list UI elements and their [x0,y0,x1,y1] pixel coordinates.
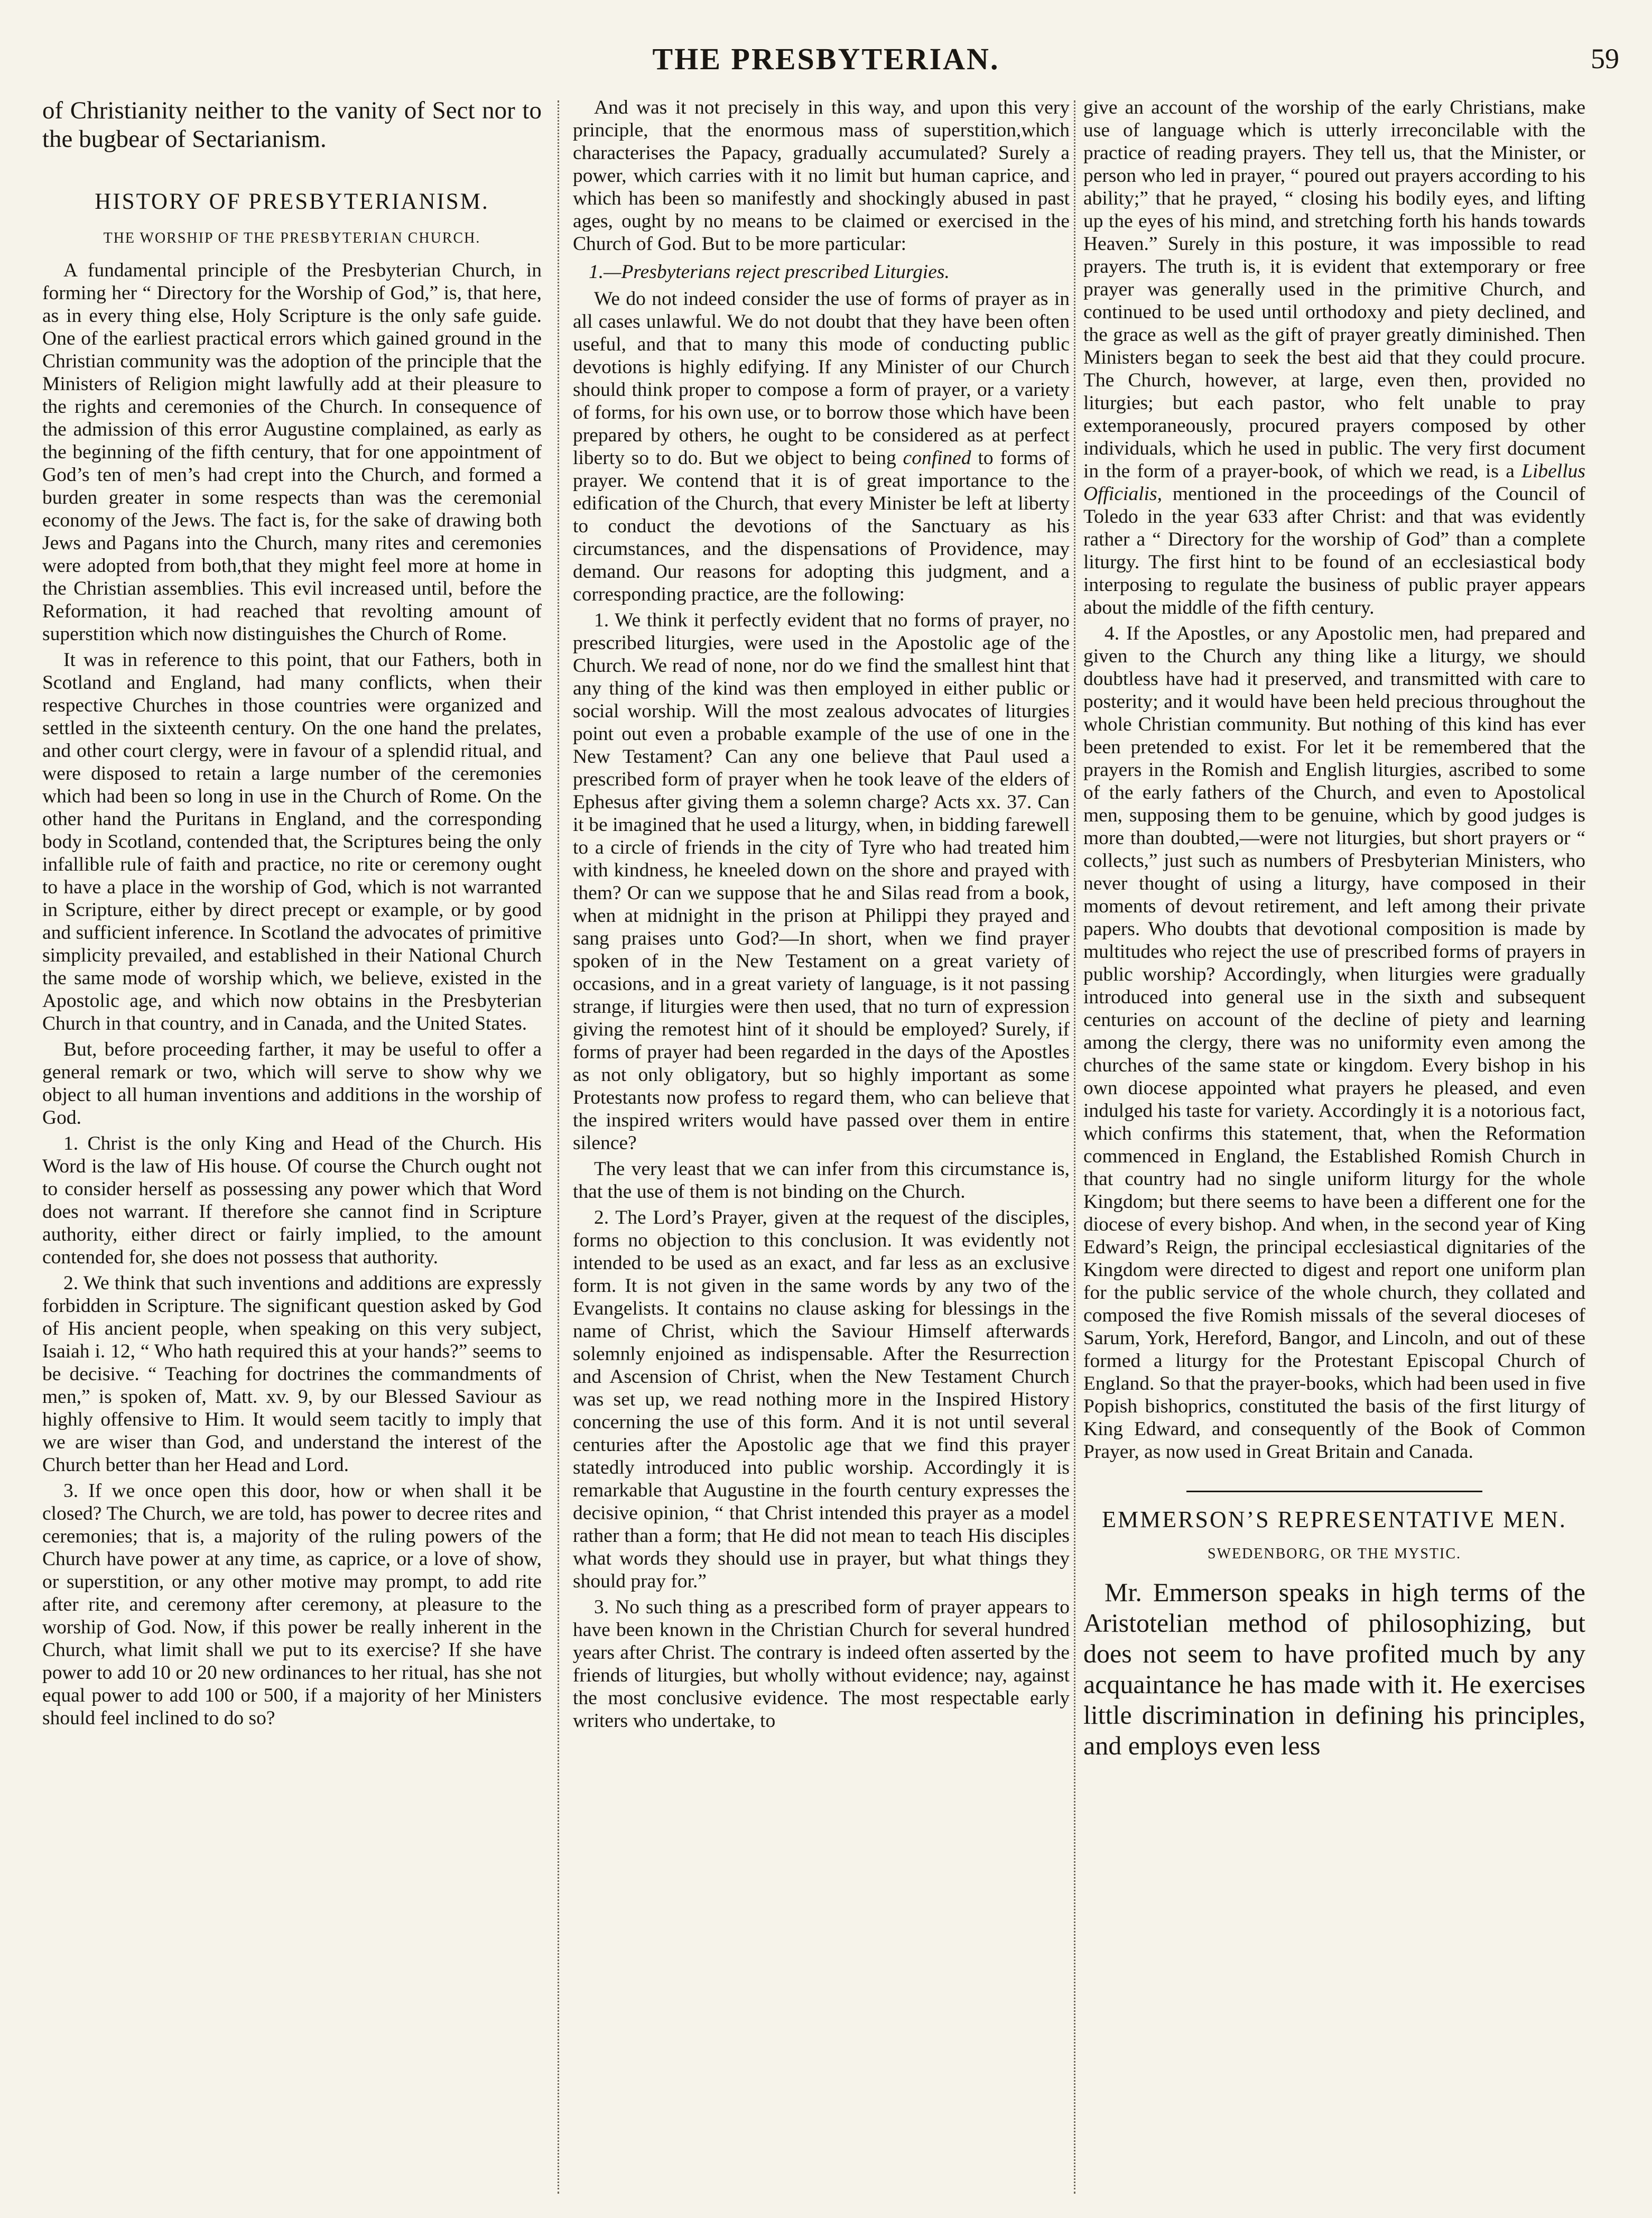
article-subtitle: THE WORSHIP OF THE PRESBYTERIAN CHURCH. [103,230,481,246]
paragraph: And was it not precisely in this way, and upon this very principle, that the enormous mass of superstition,which characterises the Papacy, gradually accumulated? Surely a power, which carries with it no limit but human caprice, and which has been so manifestly and shockingly abused in past ages, ought by no means to be claimed or exercised in the Church of God. But to be more particular: [573,97,1070,255]
paragraph: 2. The Lord’s Prayer, given at the request of the disciples, forms no objection to this conclusion. It was evidently not intended to be used as an exact, and far less as an exclusive form. It is not given in the same words by any two of the Evangelists. It contains no clause asking for blessings in the name of Christ, which the Saviour Himself afterwards solemnly enjoined as indispensable. After the Resurrection and Ascension of Christ, when the New Testament Church was set up, we read nothing more in the Inspired History concerning the use of this form. And it is not until several centuries after the Apostolic age that we find this prayer statedly introduced into public worship. Accordingly it is remarkable that Augustine in the fourth century expresses the decisive opinion, “ that Christ intended this prayer as a model rather than a form; that He did not mean to teach His disciples what words they should use in prayer, but what things they should pray for.” [573,1207,1070,1592]
paragraph: A fundamental principle of the Presbyterian Church, in forming her “ Directory for the Worship of God,” is, that here, as in every thing else, Holy Scripture is the only safe guide. One of the earliest practical errors which gained ground in the Christian community was the adoption of the principle that the Ministers of Religion might lawfully add at their pleasure to the rights and ceremonies of the Church. In consequence of the admission of this error Augustine complained, as early as the beginning of the fifth century, that for one appointment of God’s ten of men’s had crept into the Church, and formed a burden greater in some respects than was the ceremonial economy of the Jews. The fact is, for the sake of drawing both Jews and Pagans into the Church, many rites and ceremonies were adopted from both,that they might feel more at home in the Christian assemblies. This evil increased until, before the Reformation, it had reached that revolting amount of superstition which now distinguishes the Church of Rome. [42,260,542,645]
paragraph: 3. If we once open this door, how or when shall it be closed? The Church, we are told, has power to decree rites and ceremonies; that is, a majority of the ruling powers of the Church have power at any time, as caprice, or a love of show, or superstition, or any other motive may prompt, to add rite after rite, and ceremony after ceremony, at pleasure to the worship of God. Now, if this power be really inherent in the Church, what limit shall we put to its exercise? If she have power to add 10 or 20 new ordinances to her ritual, has she not equal power to add 100 or 500, if a majority of her Ministers should feel inclined to do so? [42,1480,542,1729]
article-title: EMMERSON’S REPRESENTATIVE MEN. [1102,1507,1567,1532]
column-2 [573,96,1070,2195]
paragraph: 1. We think it perfectly evident that no forms of prayer, no prescribed liturgies, were used in the Apostolic age of the Church. We read of none, nor do we find the smallest hint that any thing of the kind was then employed in either public or social worship. Will the most zealous advocates of liturgies point out even a probable example of the use of one in the New Testament? Can any one believe that Paul used a prescribed form of prayer when he took leave of the elders of Ephesus after giving them a solemn charge? Acts xx. 37. Can it be imagined that he used a liturgy, when, in bidding farewell to a circle of friends in the city of Tyre who had treated him with kindness, he kneeled down on the shore and prayed with them? Or can we suppose that he and Silas read from a book, when at midnight in the prison at Philippi they prayed and sang praises unto God?—In short, when we find prayer spoken of in the New Testament on a great variety of occasions, and in a great variety of language, is it not passing strange, if liturgies were then used, that no turn of expression giving the remotest hint of it should be employed? Surely, if forms of prayer had been regarded in the days of the Apostles as not only obligatory, but so highly important as some Protestants now profess to regard them, who can believe that the inspired writers would have passed over them in entire silence? [573,609,1070,1154]
section-divider [1186,1491,1482,1492]
paragraph: It was in reference to this point, that our Fathers, both in Scotland and England, had many conflicts, when their respective Churches in those countries were organized and settled in the sixteenth century. On the one hand the prelates, and other court clergy, were in favour of a splendid ritual, and were disposed to retain a large number of the ceremonies which had been so long in use in the Church of Rome. On the other hand the Puritans in England, and the corresponding body in Scotland, contended that, the Scriptures being the only infallible rule of faith and practice, no rite or ceremony ought to have a place in the worship of God, which is not warranted in Scripture, either by direct precept or example, or by good and sufficient inference. In Scotland the advocates of primitive simplicity prevailed, and established in their National Church the same mode of worship which, we believe, existed in the Apostolic age, and which now obtains in the Presbyterian Church in that country, and in Canada, and the United States. [42,649,542,1034]
paragraph-text: to forms of prayer. We contend that it is of great importance to the edification of the Church, that every Minister be left at liberty to conduct the devotions of the Sanctuary as his circumstances, and the dispensations of Providence, may demand. Our reasons for adopting this judgment, and a corresponding practice, are the following: [573,447,1070,605]
paragraph: But, before proceeding farther, it may be useful to offer a general remark or two, which will serve to show why we object to all human inventions and additions in the worship of God. [42,1039,542,1129]
paragraph-text: give an account of the worship of the early Christians, make use of language which is utterly irreconcilable with the practice of reading prayers. They tell us, that the Minister, or person who led in prayer, “ poured out prayers according to his ability;” that he prayed, “ closing his bodily eyes, and lifting up the eyes of his mind, and stretching forth his hands towards Heaven.” Surely in this posture, it was impossible to read prayers. The truth is, it is evident that extemporary or free prayer was generally used in the primitive Church, and continued to be used until orthodoxy and piety declined, and the grace as well as the gift of prayer greatly diminished. Then Ministers began to seek the best aid that they could procure. The Church, however, at large, even then, provided no liturgies; but each pastor, who felt unable to pray extemporaneously, procured prayers composed by other individuals, which he used in public. The very first document in the form of a prayer-book, of which we read, is a [1083,97,1585,482]
paragraph: 4. If the Apostles, or any Apostolic men, had prepared and given to the Church any thing like a liturgy, we should doubtless have had it preserved, and transmitted with care to posterity; and it would have been held precious throughout the whole Christian community. But nothing of this kind has ever been pretended to exist. For let it be remembered that the prayers in the Romish and English liturgies, ascribed to some of the early fathers of the Church, and even to Apostolical men, supposing them to be genuine, which by good judges is more than doubted,—were not liturgies, but short prayers or “ collects,” just such as numbers of Presbyterian Ministers, who never thought of using a liturgy, have composed in their moments of devout retirement, and left among their private papers. Who doubts that devotional composition is made by multitudes who reject the use of prescribed forms of prayers in public worship? Accordingly, when liturgies were gradually introduced into general use in the sixth and subsequent centuries on account of the decline of piety and learning among the clergy, there was no uniformity even among the churches of the same state or kingdom. Every bishop in his own diocese appointed what prayers he pleased, and even indulged his taste for variety. Accordingly it is a notorious fact, which confirms this statement, that, when the Reformation commenced in England, the Established Romish Church in that country had no single uniform liturgy for the whole Kingdom; but there seems to have been a different one for the diocese of every bishop. And when, in the second year of King Edward’s Reign, the principal ecclesiastical dignitaries of the Kingdom were directed to digest and report one uniform plan for the public service of the whole church, they collated and composed the five Romish missals of the several dioceses of Sarum, York, Hereford, Bangor, and Lincoln, and out of these formed a liturgy for the Protestant Episcopal Church of England. So that the prayer-books, which had been used in five Popish bishoprics, constituted the basis of the first liturgy of King Edward, and consequently of the Book of Common Prayer, as now used in Great Britain and Canada. [1083,623,1585,1463]
paragraph: 2. We think that such inventions and additions are expressly forbidden in Scripture. The significant question asked by God of His ancient people, when speaking on this very subject, Isaiah i. 12, “ Who hath required this at your hands?” seems to be decisive. “ Teaching for doctrines the commandments of men,” is spoken of, Matt. xv. 9, by our Blessed Saviour as highly offensive to Him. It would seem tacitly to imply that we are wiser than God, and understand the interest of the Church better than her Head and Lord. [42,1272,542,1476]
paragraph [1083,96,1585,619]
section-heading-text: Presbyterians reject prescribed Liturgies. [621,261,950,283]
section-heading [573,261,1070,283]
intro-paragraph: of Christianity neither to the vanity of Sect nor to the bugbear of Sectarianism. [42,97,542,153]
running-title: THE PRESBYTERIAN. [652,42,1000,76]
article-subtitle: SWEDENBORG, OR THE MYSTIC. [1207,1546,1462,1562]
paragraph [573,288,1070,606]
page-header [0,0,1652,79]
emphasis-text: Libellus Officialis, [1083,460,1585,505]
emphasis-text: confined [903,447,971,469]
paragraph: 3. No such thing as a prescribed form of prayer appears to have been known in the Christian Church for several hundred years after Christ. The contrary is indeed often asserted by the friends of liturgies, but wholly without evidence; nay, against the most conclusive evidence. The most respectable early writers who undertake, to [573,1596,1070,1732]
paragraph: 1. Christ is the only King and Head of the Church. His Word is the law of His house. Of course the Church ought not to consider herself as possessing any power which that Word does not warrant. If therefore she cannot find in Scripture authority, either direct or fairly implied, to the amount contended for, she does not possess that authority. [42,1133,542,1268]
paragraph-text: mentioned in the proceedings of the Council of Toledo in the year 633 after Christ: and that was evidently rather a “ Directory for the worship of God” than a complete liturgy. The first hint to be found of an ecclesiastical body interposing to regulate the business of public prayer appears about the middle of the fifth century. [1083,483,1585,618]
column-divider [1074,100,1075,2194]
article-title: HISTORY OF PRESBYTERIANISM. [95,189,489,214]
paragraph: Mr. Emmerson speaks in high terms of the Aristotelian method of philosophizing, but does not seem to have profited much by any acquaintance he has made with it. He exercises little discrimination in defining his principles, and employs even less [1083,1577,1585,1760]
section-number: 1.— [589,261,621,283]
column-divider [558,100,559,2194]
column-3 [1083,96,1585,2195]
column-1 [42,96,542,2195]
paragraph-text: We do not indeed consider the use of forms of prayer as in all cases unlawful. We do not doubt that they have been often useful, and that to many this mode of conducting public devotions is highly edifying. If any Minister of our Church should think proper to compose a form of prayer, or a variety of forms, for his own use, or to borrow those which have been prepared by others, he ought to be considered as at perfect liberty so to do. But we object to being [573,288,1070,469]
page-number: 59 [1591,43,1619,75]
paragraph: The very least that we can infer from this circumstance is, that the use of them is not binding on the Church. [573,1158,1070,1203]
